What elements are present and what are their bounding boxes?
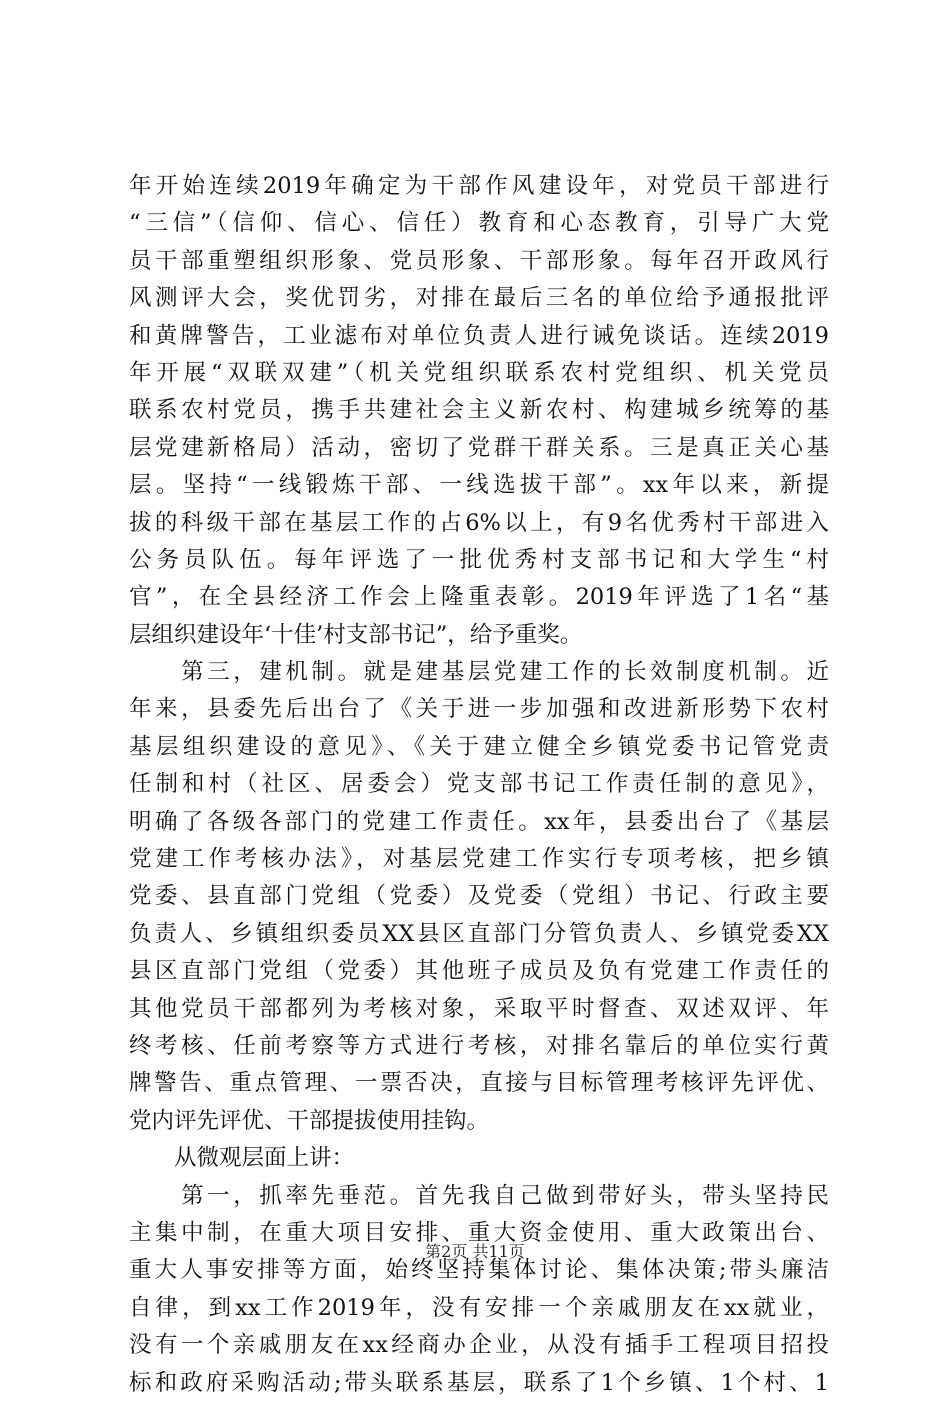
text-line: 第三，建机制。就是建基层党建工作的长效制度机制。近 — [129, 659, 829, 686]
text-line: 从微观层面上讲： — [129, 1145, 355, 1172]
text-line: 县区直部门党组（党委）其他班子成员及负有党建工作责任的 — [129, 958, 829, 985]
text-line: 公务员队伍。每年评选了一批优秀村支部书记和大学生“村 — [129, 546, 829, 573]
text-line: 负责人、乡镇组织委员XX县区直部门分管负责人、乡镇党委XX — [129, 920, 829, 947]
text-line: 党委、县直部门党组（党委）及党委（党组）书记、行政主要 — [129, 883, 829, 910]
text-line: 第一，抓率先垂范。首先我自己做到带好头，带头坚持民 — [129, 1182, 829, 1209]
text-line: 基层组织建设的意见》、《关于建立健全乡镇党委书记管党责 — [129, 733, 829, 760]
text-line: 明确了各级各部门的党建工作责任。xx年，县委出台了《基层 — [129, 808, 829, 835]
text-line: 年来，县委先后出台了《关于进一步加强和改进新形势下农村 — [129, 696, 829, 723]
text-line: 任制和村（社区、居委会）党支部书记工作责任制的意见》， — [129, 771, 829, 798]
text-line: 年开始连续2019年确定为干部作风建设年，对党员干部进行 — [129, 173, 829, 199]
text-line: 联系农村党员，携手共建社会主义新农村、构建城乡统筹的基 — [129, 397, 829, 424]
text-line: 党内评先评优、干部提拔使用挂钩。 — [129, 1107, 490, 1134]
text-line: 和黄牌警告，工业滤布对单位负责人进行诫免谈话。连续2019 — [129, 322, 829, 349]
text-line: 重大人事安排等方面，始终坚持集体讨论、集体决策;带头廉洁 — [129, 1257, 829, 1284]
text-line: 官”，在全县经济工作会上隆重表彰。2019年评选了1名“基 — [129, 584, 829, 611]
text-line: 风测评大会，奖优罚劣，对排在最后三名的单位给予通报批评 — [129, 285, 829, 312]
text-line: 其他党员干部都列为考核对象，采取平时督查、双述双评、年 — [129, 995, 829, 1022]
text-line: 终考核、任前考察等方式进行考核，对排名靠后的单位实行黄 — [129, 1032, 829, 1059]
text-line: 拔的科级干部在基层工作的占6%以上，有9名优秀村干部进入 — [129, 509, 829, 536]
text-line: 没有一个亲戚朋友在xx经商办企业，从没有插手工程项目招投 — [129, 1332, 829, 1359]
text-line: 年开展“双联双建”（机关党组织联系农村党组织、机关党员 — [129, 359, 829, 386]
page-footer: 第2页 共11页 — [425, 1242, 525, 1261]
text-line: 牌警告、重点管理、一票否决，直接与目标管理考核评先评优、 — [129, 1070, 829, 1097]
text-line: 层。坚持“一线锻炼干部、一线选拔干部”。xx年以来，新提 — [129, 472, 829, 499]
text-line: 层组织建设年‘十佳’村支部书记”，给予重奖。 — [129, 621, 583, 648]
text-line: 员干部重塑组织形象、党员形象、干部形象。每年召开政风行 — [129, 247, 829, 274]
text-line: 主集中制，在重大项目安排、重大资金使用、重大政策出台、 — [129, 1219, 829, 1246]
document-body — [129, 168, 829, 1402]
text-line: 自律，到xx工作2019年，没有安排一个亲戚朋友在xx就业， — [129, 1294, 829, 1321]
text-line: 标和政府采购活动;带头联系基层，联系了1个乡镇、1个村、1 — [129, 1369, 829, 1396]
text-line: 层党建新格局）活动，密切了党群干群关系。三是真正关心基 — [129, 434, 829, 461]
text-line: “三信”（信仰、信心、信任）教育和心态教育，引导广大党 — [129, 210, 829, 237]
text-line: 党建工作考核办法》，对基层党建工作实行专项考核，把乡镇 — [129, 846, 829, 873]
